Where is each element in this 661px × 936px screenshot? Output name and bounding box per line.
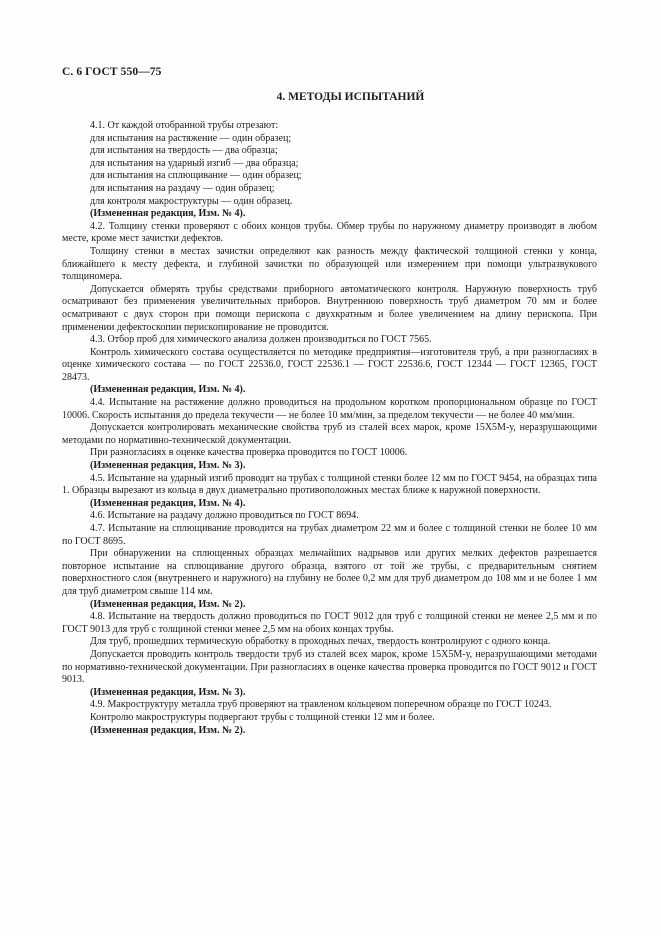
- paragraph: 4.3. Отбор проб для химического анализа должен производиться по ГОСТ 7565.: [90, 334, 432, 346]
- paragraph: При обнаружении на сплющенных образцах мельчайших надрывов или других мелких дефектов разрешается повторное испытание на сплющивание другого образца, взятого от той же трубы, с предварительным снятием поверхностного слоя (внутреннего и наружного) на глубину не более 0,2 мм для труб диаметром до 108 мм и не более 1 мм для труб диаметром свыше 114 мм.: [62, 548, 597, 597]
- amendment-note: (Измененная редакция, Изм. № 3).: [90, 460, 246, 472]
- list-line: для испытания на растяжение — один образец;: [90, 132, 292, 144]
- section-title: [0, 91, 661, 103]
- paragraph: 4.5. Испытание на ударный изгиб проводят на трубах с толщиной стенки более 12 мм по ГОСТ 9454, на образцах типа 1. Образцы вырезают из кольца в двух диаметрально противоположных местах ближе к наружной поверхности.: [62, 472, 597, 497]
- paragraph: Допускается проводить контроль твердости труб из сталей всех марок, кроме 15Х5М-у, неразрушающими методами по нормативно-технической документации. При разногласиях в оценке качества проверка проводится по ГОСТ 9012 и ГОСТ 9013.: [62, 648, 597, 686]
- list-line: для испытания на твердость — два образца;: [90, 145, 278, 157]
- list-line: для контроля макроструктуры — один образец.: [90, 195, 293, 207]
- paragraph: 4.9. Макроструктуру металла труб проверяют на травленом кольцевом поперечном образце по ГОСТ 10243.: [90, 699, 552, 711]
- list-line: 4.1. От каждой отобранной трубы отрезают:: [90, 120, 279, 131]
- list-line: для испытания на ударный изгиб — два образца;: [90, 157, 299, 169]
- section-body: [62, 120, 597, 737]
- page-header: С. 6 ГОСТ 550—75: [62, 66, 162, 78]
- paragraph: 4.2. Толщину стенки проверяют с обоих концов трубы. Обмер трубы по наружному диаметру производят в любом месте, кроме мест зачистки дефектов.: [62, 220, 597, 245]
- list-line: для испытания на сплющивание — один образец;: [90, 170, 302, 182]
- amendment-note: (Измененная редакция, Изм. № 4).: [90, 497, 246, 509]
- paragraph: 4.8. Испытание на твердость должно проводиться по ГОСТ 9012 для труб с толщиной стенки не менее 2,5 мм и по ГОСТ 9013 для труб с толщиной стенки менее 2,5 мм на обоих концах трубы.: [62, 611, 597, 635]
- section-title-text: 4. МЕТОДЫ ИСПЫТАНИЙ: [276, 91, 425, 103]
- paragraph: При разногласиях в оценке качества проверка проводится по ГОСТ 10006.: [90, 447, 408, 459]
- amendment-note: (Измененная редакция, Изм. № 2).: [90, 598, 246, 610]
- paragraph: 4.7. Испытание на сплющивание проводится на трубах диаметром 22 мм и более с толщиной стенки не более 10 мм по ГОСТ 8695.: [62, 523, 597, 547]
- amendment-note: (Измененная редакция, Изм. № 3).: [90, 686, 246, 698]
- paragraph: Для труб, прошедших термическую обработку в проходных печах, твердость контролируют с одного конца.: [90, 636, 551, 648]
- paragraph: Допускается контролировать механические свойства труб из сталей всех марок, кроме 15Х5М-у, неразрушающими методами по нормативно-технической документации.: [62, 422, 597, 446]
- paragraph: 4.6. Испытание на раздачу должно проводиться по ГОСТ 8694.: [90, 510, 359, 522]
- paragraph: Контролю макроструктуры подвергают трубы с толщиной стенки 12 мм и более.: [90, 711, 435, 723]
- paragraph: Допускается обмерять трубы средствами приборного автоматического контроля. Наружную поверхность труб осматривают без применения увеличительных приборов. Внутреннюю поверхность труб диаметром 70 мм и более осматривают с двух сторон при помощи перископа с двухкратным и более увеличением на длину перископа. При применении дефектоскопии перископирование не проводится.: [62, 283, 597, 333]
- amendment-note: (Измененная редакция, Изм. № 2).: [90, 724, 246, 736]
- list-line: для испытания на раздачу — один образец;: [90, 182, 275, 194]
- paragraph: Контроль химического состава осуществляется по методике предприятия—изготовителя труб, а при разногласиях в оценке химического состава — по ГОСТ 22536.0, ГОСТ 22536.1 — ГОСТ 22536.6, ГОСТ 12344 — ГОСТ 12365, ГОСТ 28473.: [62, 346, 597, 383]
- paragraph: 4.4. Испытание на растяжение должно проводиться на продольном коротком пропорциональном образце по ГОСТ 10006. Скорость испытания до предела текучести — не более 10 мм/мин, за пределом текучести — не более 40 мм/мин.: [62, 397, 597, 421]
- amendment-note: (Измененная редакция, Изм. № 4).: [90, 384, 246, 396]
- paragraph: Толщину стенки в местах зачистки определяют как разность между фактической толщиной стенки у конца, ближайшего к месту дефекта, и глубиной зачистки по образующей или измерением при помощи ультразвукового толщиномера.: [62, 245, 597, 283]
- amendment-note: (Измененная редакция, Изм. № 4).: [90, 208, 246, 220]
